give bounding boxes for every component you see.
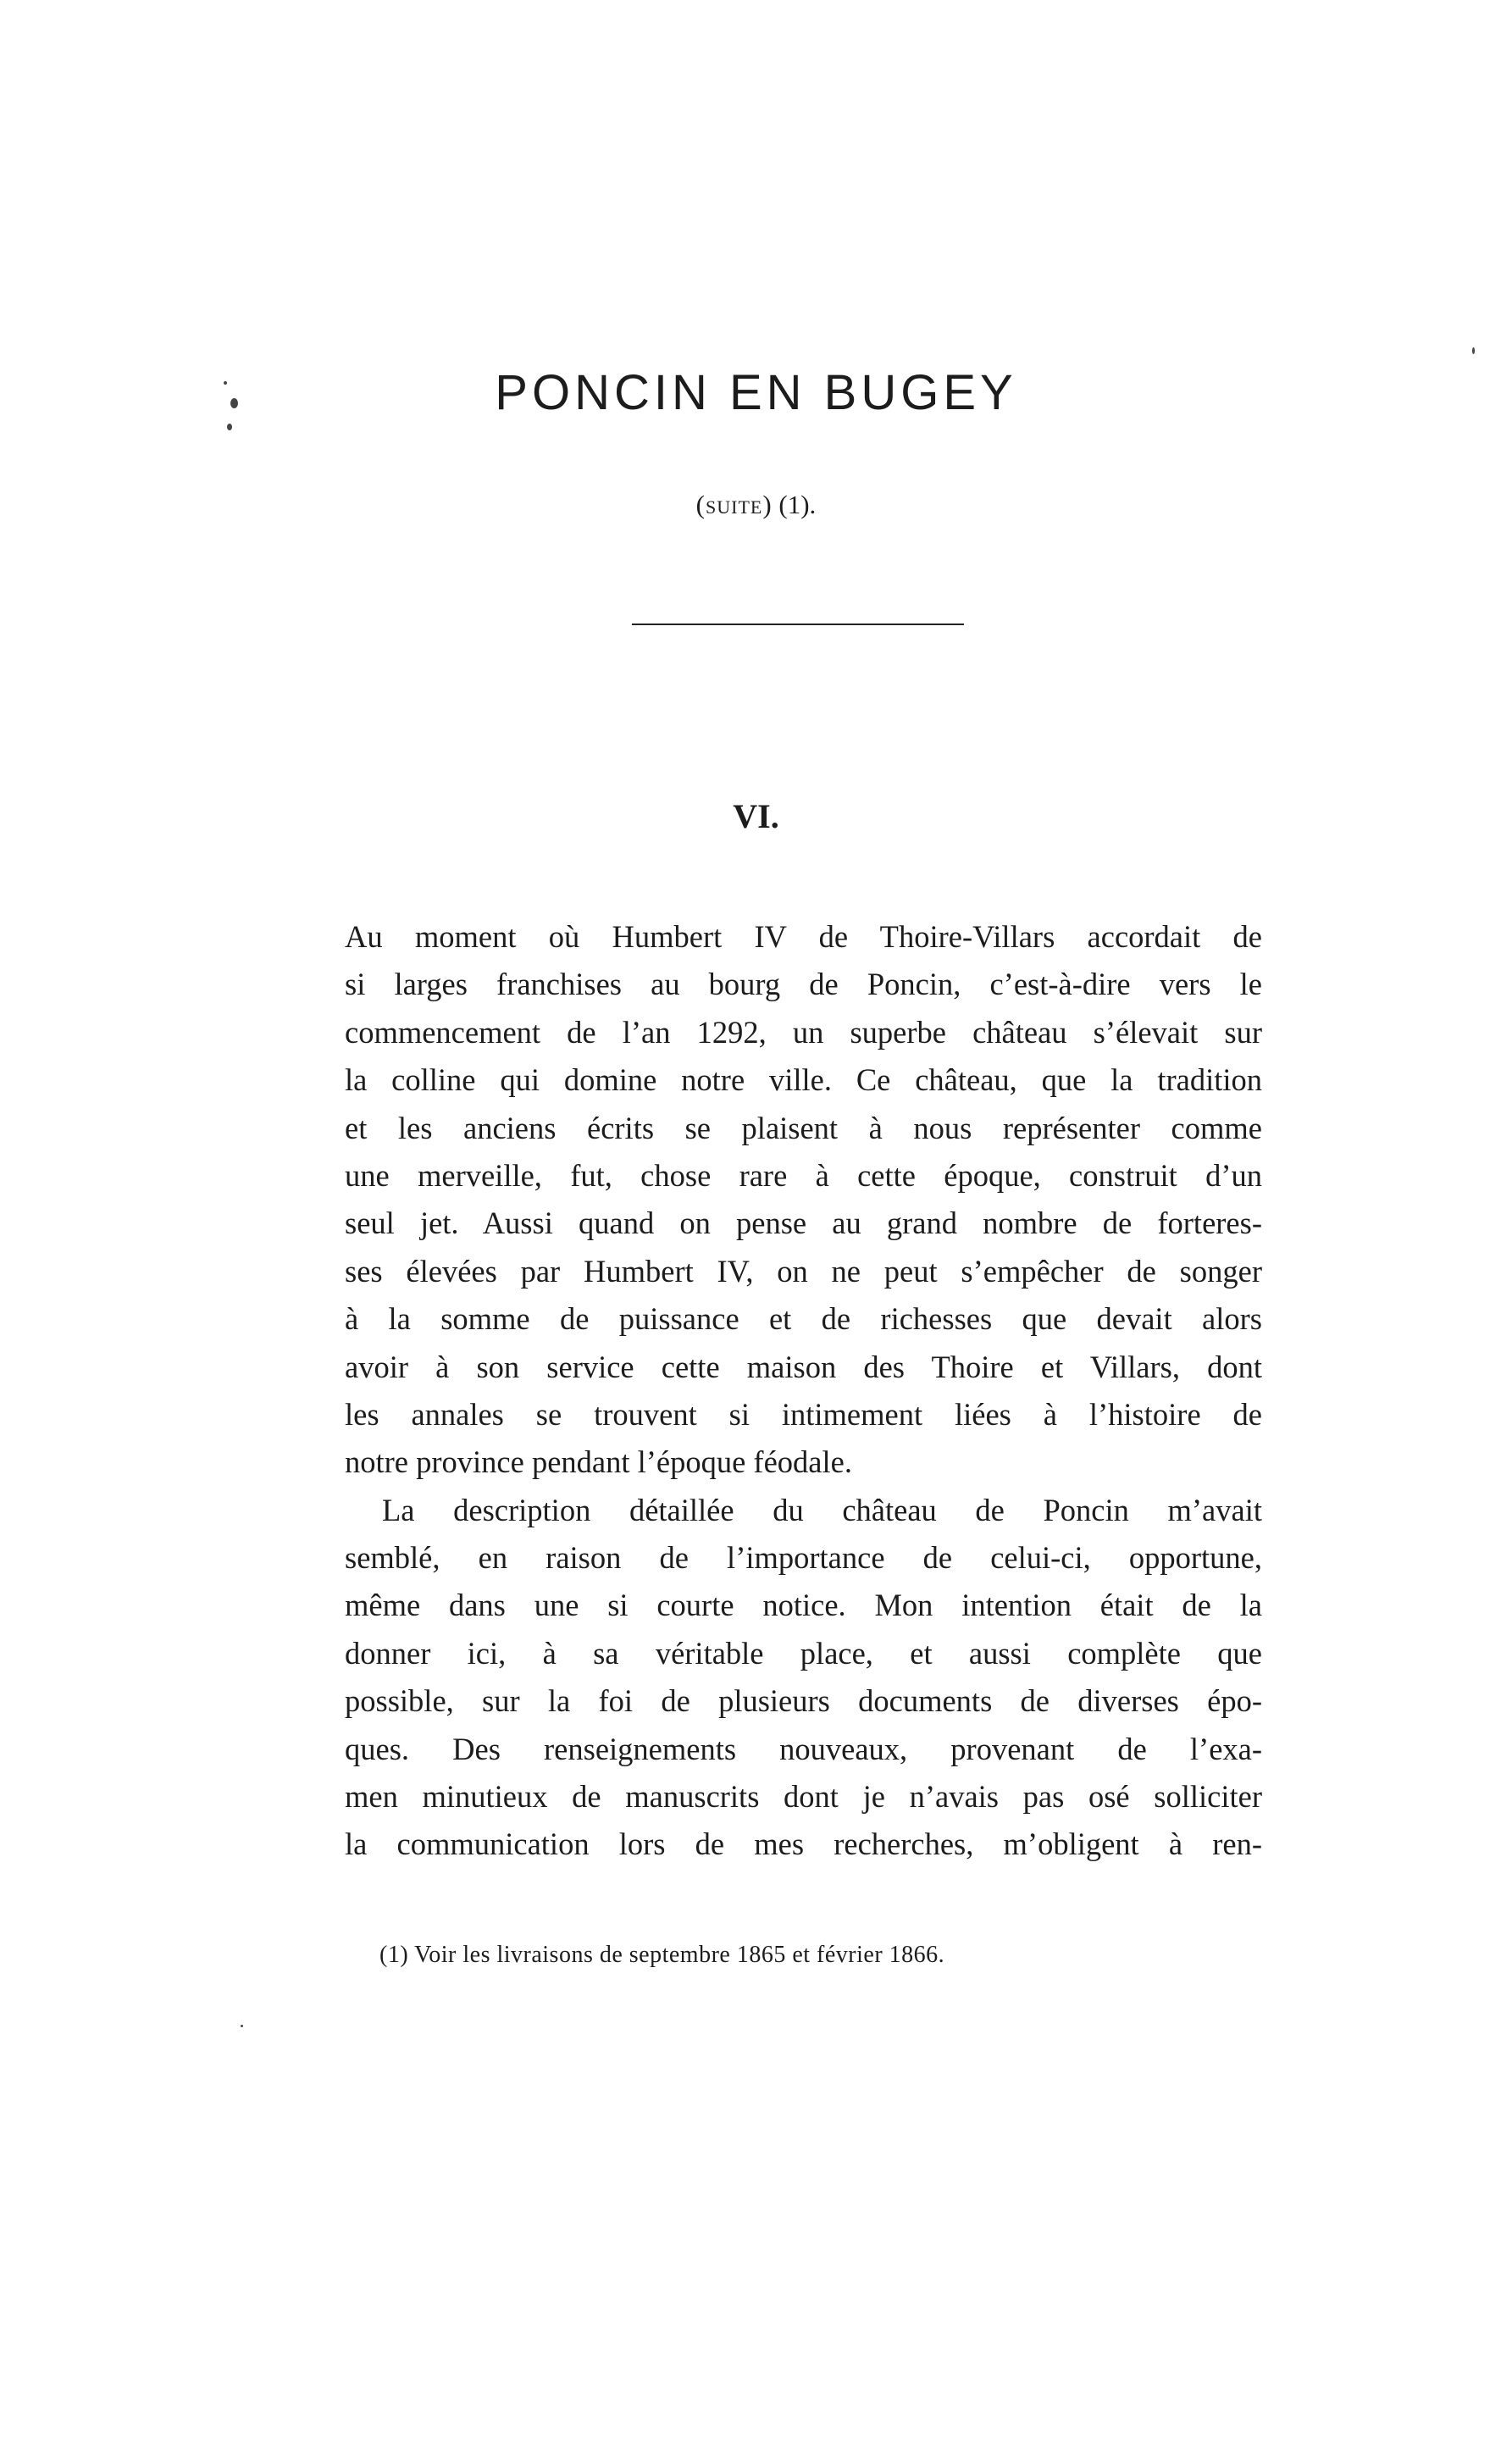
text-line: avoir à son service cette maison des Thoire et Villars, dont xyxy=(345,1349,1262,1384)
text-line: semblé, en raison de l’importance de celui-ci, opportune, xyxy=(345,1540,1262,1576)
text-line: commencement de l’an 1292, un superbe château s’élevait sur xyxy=(345,1014,1262,1050)
text-line: possible, sur la foi de plusieurs documents de diverses épo- xyxy=(345,1683,1262,1719)
text-line: à la somme de puissance et de richesses que devait alors xyxy=(345,1301,1262,1337)
footnote: (1) Voir les livraisons de septembre 1865 et février 1866. xyxy=(379,1942,945,1968)
text-line: une merveille, fut, chose rare à cette époque, construit d’un xyxy=(345,1157,1262,1193)
text-line: la colline qui domine notre ville. Ce château, que la tradition xyxy=(345,1062,1262,1098)
text-line: les annales se trouvent si intimement liées à l’histoire de xyxy=(345,1396,1262,1432)
footnote-reference: (1). xyxy=(778,490,817,519)
scan-speck xyxy=(227,424,232,430)
text-line: seul jet. Aussi quand on pense au grand nombre de forteres- xyxy=(345,1206,1262,1241)
text-line: La description détaillée du château de Poncin m’avait xyxy=(382,1492,1262,1527)
text-line: et les anciens écrits se plaisent à nous représenter comme xyxy=(345,1110,1262,1145)
text-line: la communication lors de mes recherches, m’obligent à ren- xyxy=(345,1826,1262,1862)
scan-speck xyxy=(1472,347,1475,354)
text-line: donner ici, à sa véritable place, et aussi complète que xyxy=(345,1635,1262,1671)
scan-speck xyxy=(224,381,227,385)
section-number: VI. xyxy=(733,797,779,835)
scan-speck xyxy=(230,398,238,408)
text-line: notre province pendant l’époque féodale. xyxy=(345,1444,852,1480)
subtitle-suite: (suite) xyxy=(695,490,773,519)
text-line: ses élevées par Humbert IV, on ne peut s’empêcher de songer xyxy=(345,1253,1262,1289)
text-line: men minutieux de manuscrits dont je n’avais pas osé solliciter xyxy=(345,1779,1262,1815)
text-line: ques. Des renseignements nouveaux, provenant de l’exa- xyxy=(345,1731,1262,1766)
title-divider xyxy=(632,624,964,625)
page-title: PONCIN EN BUGEY xyxy=(495,365,1017,420)
scan-speck xyxy=(241,2025,243,2027)
subtitle xyxy=(0,490,1512,520)
text-line: même dans une si courte notice. Mon intention était de la xyxy=(345,1588,1262,1623)
text-line: si larges franchises au bourg de Poncin, c’est-à-dire vers le xyxy=(345,967,1262,1002)
text-line: Au moment où Humbert IV de Thoire-Villars accordait de xyxy=(345,919,1262,954)
body-paragraphs xyxy=(345,913,1262,1869)
